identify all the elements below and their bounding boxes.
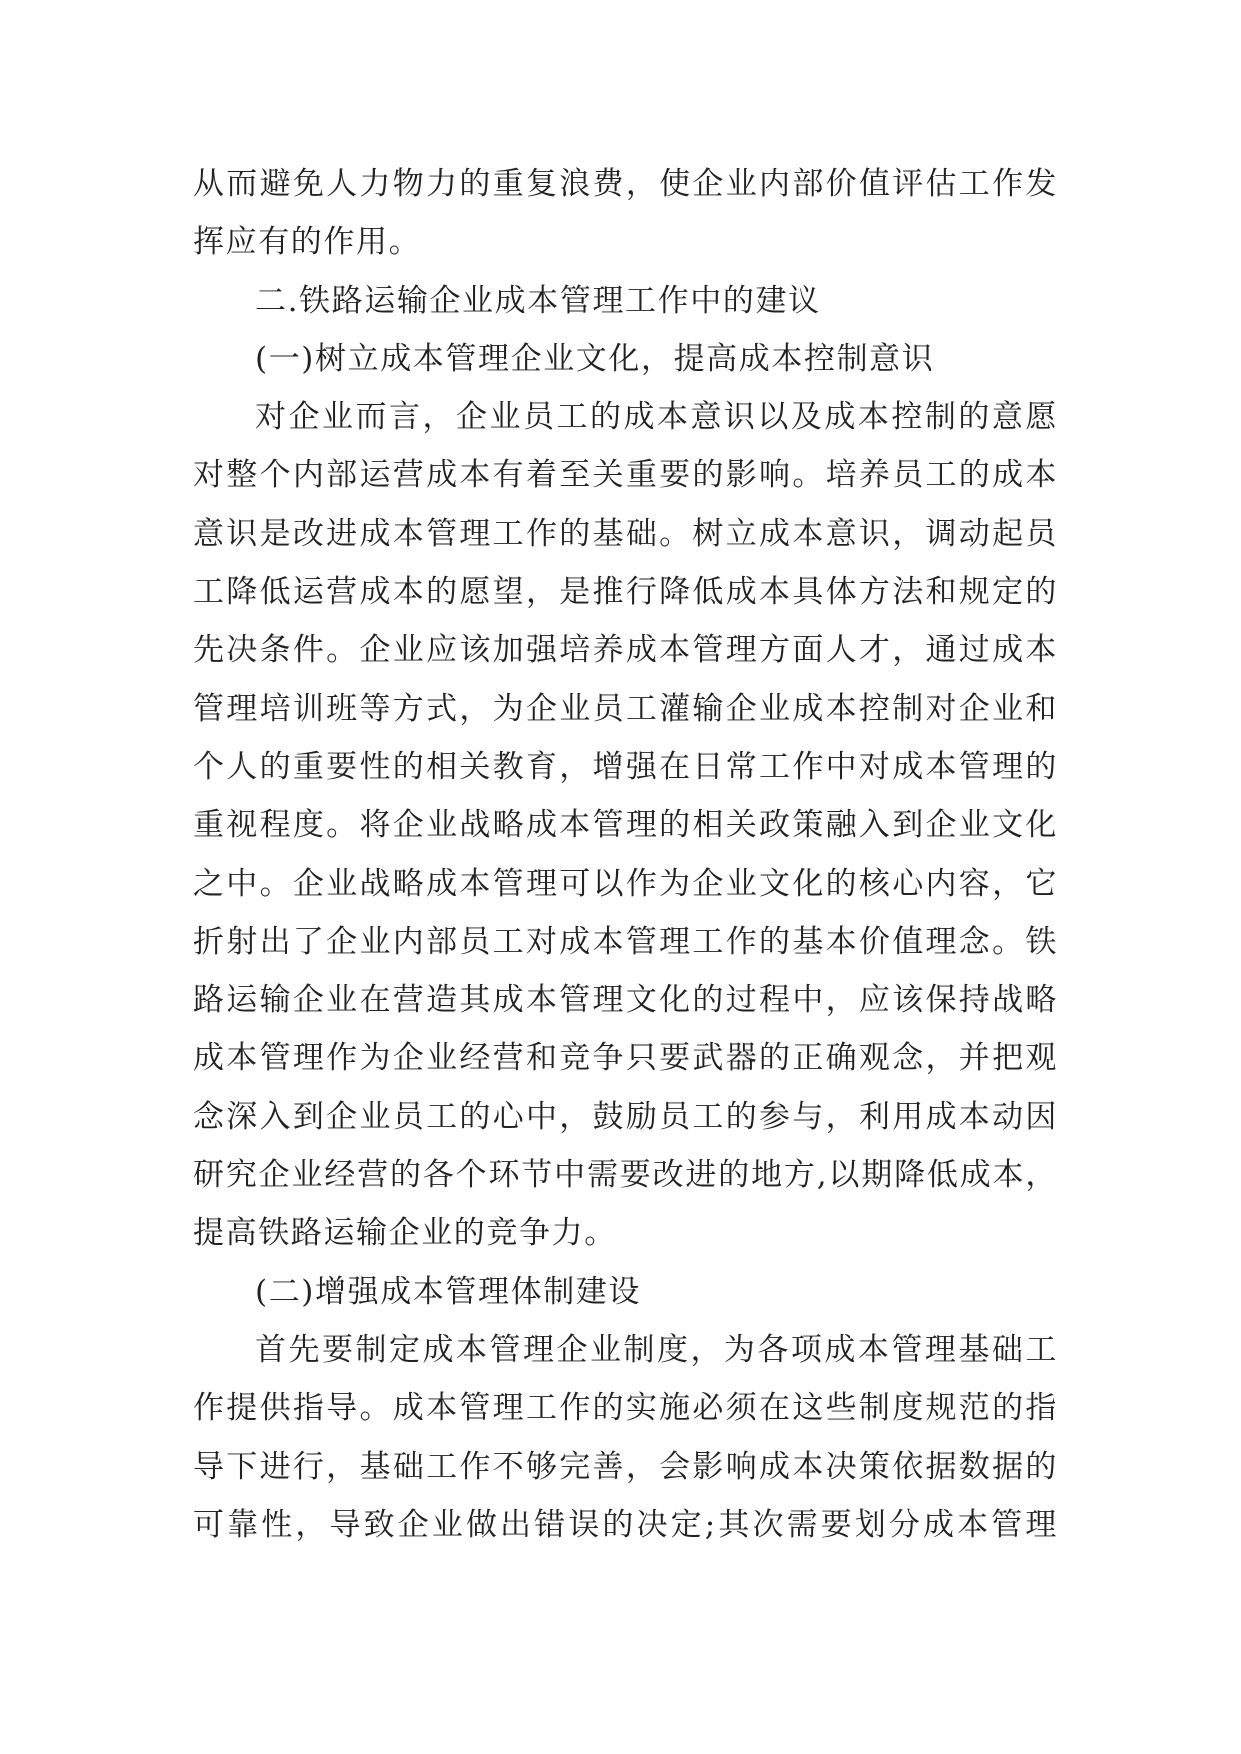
text-line: 对企业而言，企业员工的成本意识以及成本控制的意愿 xyxy=(255,399,1058,436)
section-heading xyxy=(193,272,1058,330)
text-line: 工降低运营成本的愿望，是推行降低成本具体方法和规定的 xyxy=(193,574,1058,611)
text-line: 个人的重要性的相关教育，增强在日常工作中对成本管理的 xyxy=(193,748,1058,785)
subsection-heading-2 xyxy=(193,1263,1058,1321)
paragraph-management-system xyxy=(193,1321,1058,1554)
text-line: 路运输企业在营造其成本管理文化的过程中，应该保持战略 xyxy=(193,982,1058,1019)
heading-text: (二)增强成本管理体制建设 xyxy=(255,1273,641,1310)
text-line: 重视程度。将企业战略成本管理的相关政策融入到企业文化 xyxy=(193,807,1058,844)
text-line: 成本管理作为企业经营和竞争只要武器的正确观念，并把观 xyxy=(193,1040,1058,1077)
text-line: 意识是改进成本管理工作的基础。树立成本意识，调动起员 xyxy=(193,515,1058,552)
heading-text: 二.铁路运输企业成本管理工作中的建议 xyxy=(255,282,821,319)
text-line: 之中。企业战略成本管理可以作为企业文化的核心内容，它 xyxy=(193,865,1058,902)
text-line: 提高铁路运输企业的竞争力。 xyxy=(193,1215,617,1252)
text-line: 先决条件。企业应该加强培养成本管理方面人才，通过成本 xyxy=(193,632,1058,669)
text-line: 念深入到企业员工的心中，鼓励员工的参与，利用成本动因 xyxy=(193,1098,1058,1135)
text-line: 折射出了企业内部员工对成本管理工作的基本价值理念。铁 xyxy=(193,923,1058,960)
text-line: 作提供指导。成本管理工作的实施必须在这些制度规范的指 xyxy=(193,1390,1058,1427)
subsection-heading-1 xyxy=(193,330,1058,388)
text-line: 挥应有的作用。 xyxy=(193,224,422,261)
heading-text: (一)树立成本管理企业文化，提高成本控制意识 xyxy=(255,340,935,377)
paragraph-cost-awareness xyxy=(193,388,1058,1262)
text-line: 可靠性，导致企业做出错误的决定;其次需要划分成本管理 xyxy=(193,1506,1058,1543)
text-line: 对整个内部运营成本有着至关重要的影响。培养员工的成本 xyxy=(193,457,1058,494)
text-line: 首先要制定成本管理企业制度，为各项成本管理基础工 xyxy=(255,1331,1058,1368)
document-body xyxy=(193,155,1058,1554)
text-line: 从而避免人力物力的重复浪费，使企业内部价值评估工作发 xyxy=(193,166,1058,202)
paragraph-continuation xyxy=(193,155,1058,272)
text-line: 管理培训班等方式，为企业员工灌输企业成本控制对企业和 xyxy=(193,690,1058,727)
text-line: 导下进行，基础工作不够完善，会影响成本决策依据数据的 xyxy=(193,1448,1058,1485)
text-line: 研究企业经营的各个环节中需要改进的地方,以期降低成本， xyxy=(193,1157,1058,1194)
